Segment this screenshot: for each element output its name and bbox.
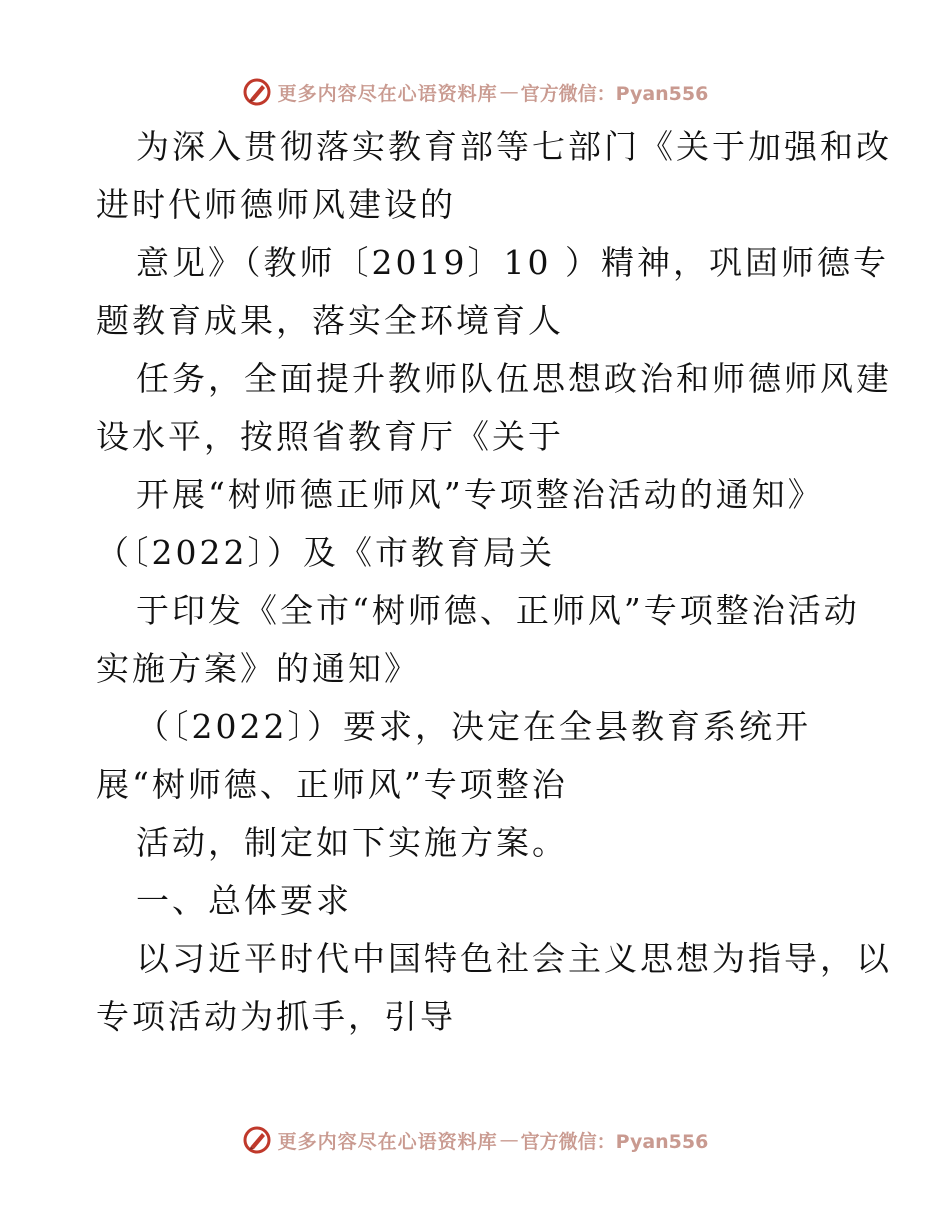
body-line: 活动，制定如下实施方案。	[136, 823, 568, 862]
body-line: 开展“树师德正师风”专项整治活动的通知》	[136, 475, 824, 514]
footer-watermark	[0, 1120, 950, 1160]
watermark-dash: —	[499, 81, 519, 103]
body-line: 为深入贯彻落实教育部等七部门《关于加强和改	[136, 127, 892, 166]
body-line: （〔2022〕）要求，决定在全县教育系统开	[136, 707, 811, 746]
body-line: 意见》（教师〔2019〕10 ）精神，巩固师德专	[136, 243, 889, 282]
body-line: 任务，全面提升教师队伍思想政治和师德师风建	[136, 359, 892, 398]
body-line: （〔2022〕）及《市教育局关	[96, 533, 555, 572]
document-body	[96, 118, 892, 1046]
pen-logo-icon	[242, 1125, 272, 1155]
body-line: 展“树师德、正师风”专项整治	[96, 765, 568, 804]
watermark-text: 更多内容尽在心语资料库	[277, 1130, 498, 1153]
body-line: 题教育成果，落实全环境育人	[96, 301, 564, 340]
section-heading: 一、总体要求	[136, 881, 352, 920]
body-line: 设水平，按照省教育厅《关于	[96, 417, 564, 456]
watermark-dash: —	[499, 1129, 519, 1151]
body-line: 以习近平时代中国特色社会主义思想为指导，以	[136, 939, 892, 978]
body-line: 进时代师德师风建设的	[96, 185, 456, 224]
watermark-wechat: 官方微信：Pyan556	[520, 1130, 709, 1153]
body-line: 实施方案》的通知》	[96, 649, 420, 688]
header-watermark	[0, 72, 950, 112]
body-line: 专项活动为抓手，引导	[96, 997, 456, 1036]
watermark-wechat: 官方微信：Pyan556	[520, 82, 709, 105]
watermark-text: 更多内容尽在心语资料库	[277, 82, 498, 105]
body-line: 于印发《全市“树师德、正师风”专项整治活动	[136, 591, 860, 630]
pen-logo-icon	[242, 77, 272, 107]
